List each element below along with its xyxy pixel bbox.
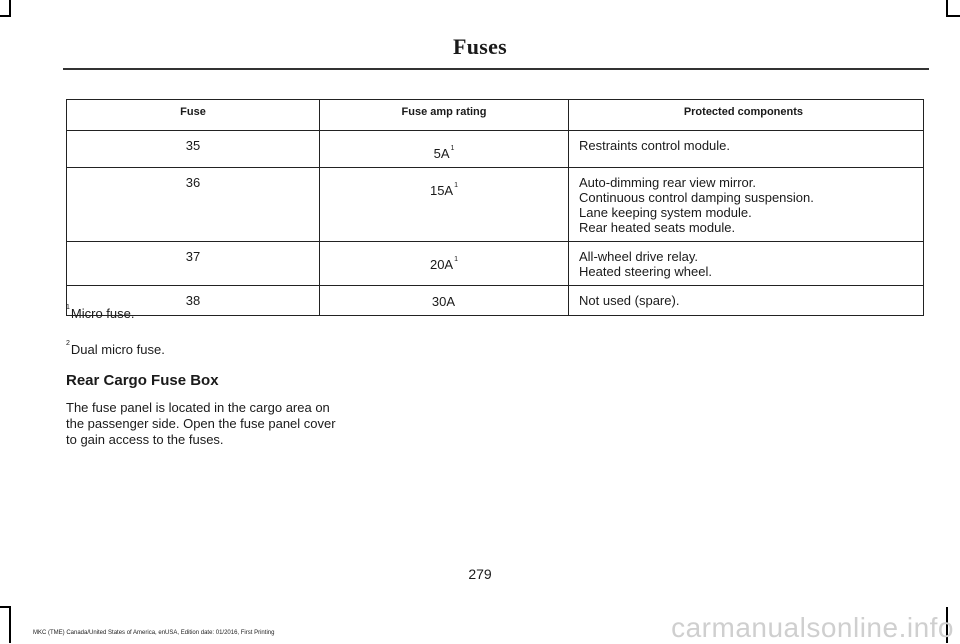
amp-rating: 15A (429, 183, 454, 198)
crop-mark-top-left-h (0, 15, 11, 17)
footnote-text: Micro fuse. (70, 306, 135, 321)
amp-rating: 20A (429, 257, 454, 272)
amp-rating-cell (320, 131, 569, 168)
footnote-ref: 1 (454, 182, 459, 189)
footnote-ref: 1 (454, 256, 459, 263)
component-line: All-wheel drive relay. (579, 249, 698, 264)
component-line: Heated steering wheel. (579, 264, 712, 279)
fuse-number: 37 (67, 242, 320, 286)
column-header-fuse: Fuse (67, 100, 320, 131)
amp-rating-cell (320, 168, 569, 242)
component-line: Rear heated seats module. (579, 220, 736, 235)
watermark: carmanualsonline.info (671, 612, 954, 643)
footnote-ref: 1 (450, 145, 455, 152)
fuse-table (66, 99, 924, 316)
column-header-amp: Fuse amp rating (320, 100, 569, 131)
component-line: Continuous control damping suspension. (579, 190, 814, 205)
crop-mark-top-right (946, 0, 948, 16)
title-rule (63, 68, 929, 70)
crop-mark-top-left (9, 0, 11, 16)
crop-mark-bottom-left-h (0, 606, 11, 608)
column-header-components: Protected components (569, 100, 924, 131)
component-line: Lane keeping system module. (579, 205, 752, 220)
table-row (67, 131, 924, 168)
protected-components (569, 242, 924, 286)
fuse-number: 35 (67, 131, 320, 168)
section-heading: Rear Cargo Fuse Box (66, 372, 219, 389)
protected-components (569, 286, 924, 316)
amp-rating: 5A (433, 146, 450, 161)
amp-rating-cell (320, 242, 569, 286)
table-header-row (67, 100, 924, 131)
footnotes (66, 300, 165, 372)
footnote (66, 300, 165, 322)
footnote-mark: 1 (66, 304, 70, 311)
table-row (67, 168, 924, 242)
table-row (67, 286, 924, 316)
section-body: The fuse panel is located in the cargo area on the passenger side. Open the fuse panel cover to gain access to the fuses. (66, 400, 336, 447)
crop-mark-top-right-h (946, 15, 960, 17)
crop-mark-bottom-left (9, 607, 11, 643)
footnote-mark: 2 (66, 340, 70, 347)
component-line: Not used (spare). (579, 293, 680, 308)
table-row (67, 242, 924, 286)
footnote-text: Dual micro fuse. (70, 342, 165, 357)
protected-components (569, 131, 924, 168)
amp-rating-cell (320, 286, 569, 316)
footnote (66, 336, 165, 358)
page-title: Fuses (452, 34, 508, 59)
component-line: Restraints control module. (579, 138, 731, 153)
amp-rating: 30A (431, 294, 456, 309)
fuse-number: 38 (67, 286, 320, 316)
component-line: Auto-dimming rear view mirror. (579, 175, 756, 190)
edition-info: MKC (TME) Canada/United States of America, enUSA, Edition date: 01/2016, First Printing (33, 630, 275, 636)
page-number: 279 (468, 566, 492, 582)
fuse-number: 36 (67, 168, 320, 242)
protected-components (569, 168, 924, 242)
